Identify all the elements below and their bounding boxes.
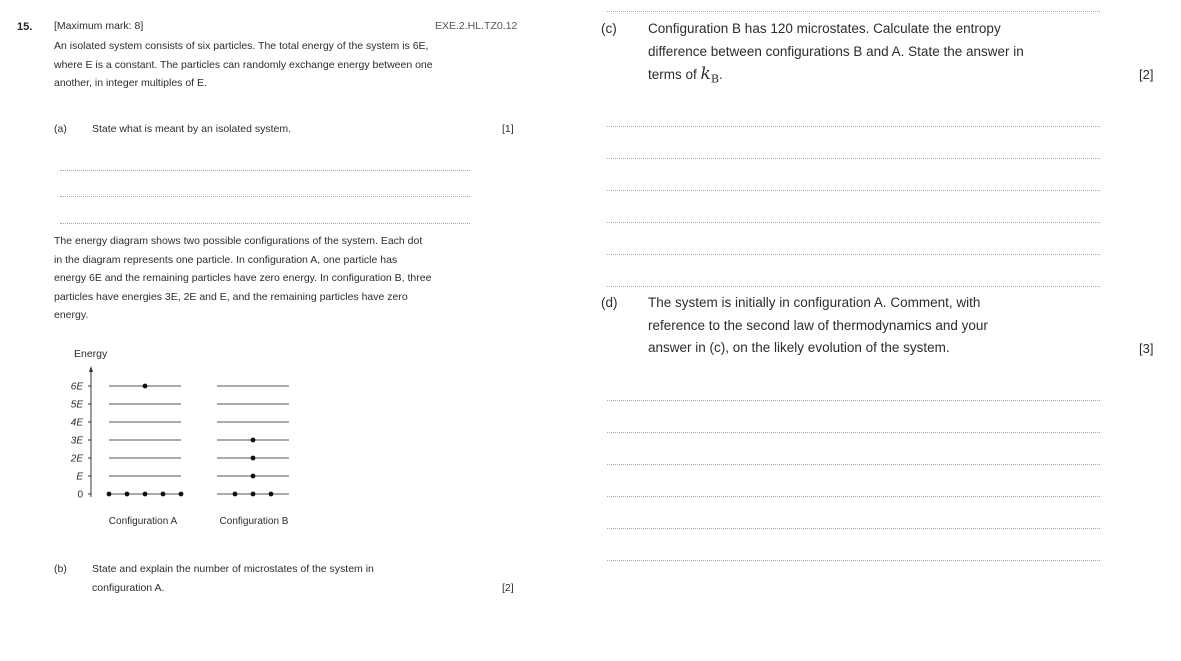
- level-label: 4E: [70, 417, 83, 429]
- answer-line[interactable]: [607, 496, 1100, 497]
- part-c-mark: [2]: [1139, 67, 1154, 82]
- particle-dot: [161, 492, 166, 497]
- part-d-line: The system is initially in configuration A. Comment, with: [648, 295, 981, 310]
- answer-line[interactable]: [607, 432, 1100, 433]
- part-c-line: terms of: [648, 67, 697, 82]
- answer-line[interactable]: [607, 11, 1100, 12]
- question-number: 15.: [17, 21, 33, 33]
- particle-dot: [143, 384, 148, 389]
- answer-line[interactable]: [607, 464, 1100, 465]
- part-b-line: configuration A.: [92, 581, 165, 594]
- particle-dot: [125, 492, 130, 497]
- particle-dot: [233, 492, 238, 497]
- particle-dot: [179, 492, 184, 497]
- description-line: The energy diagram shows two possible configurations of the system. Each dot: [54, 235, 423, 247]
- answer-line[interactable]: [607, 528, 1100, 529]
- level-label: 6E: [70, 381, 83, 393]
- answer-line[interactable]: [607, 254, 1100, 255]
- question-code: EXE.2.HL.TZ0.12: [435, 20, 518, 32]
- particle-dot: [251, 456, 256, 461]
- part-b-line: State and explain the number of microstates of the system in: [92, 563, 374, 575]
- particle-dot: [251, 474, 256, 479]
- answer-line[interactable]: [607, 126, 1100, 127]
- part-d-mark: [3]: [1139, 341, 1154, 356]
- max-mark: [Maximum mark: 8]: [54, 20, 144, 32]
- part-c-line-last: [648, 63, 1024, 91]
- description-line: energy 6E and the remaining particles have zero energy. In configuration B, three: [54, 272, 432, 284]
- particle-dot: [143, 492, 148, 497]
- intro-line: where E is a constant. The particles can randomly exchange energy between one: [54, 58, 433, 71]
- part-d-text: [648, 292, 988, 360]
- axis-arrow: [89, 366, 93, 372]
- part-c-line: Configuration B has 120 microstates. Calculate the entropy: [648, 21, 1001, 36]
- part-c-text: [648, 18, 1024, 91]
- part-d-line: reference to the second law of thermodynamics and your: [648, 317, 988, 333]
- answer-line[interactable]: [607, 222, 1100, 223]
- level-label: 3E: [70, 435, 83, 447]
- part-b-mark: [2]: [502, 582, 514, 594]
- intro-line: another, in integer multiples of E.: [54, 77, 207, 89]
- part-b-label: (b): [54, 563, 67, 575]
- boltzmann-subscript: B: [710, 72, 719, 86]
- level-label: 0: [77, 489, 83, 501]
- level-label: 5E: [70, 399, 83, 411]
- answer-line[interactable]: [607, 560, 1100, 561]
- particle-dot: [251, 492, 256, 497]
- part-d-line: answer in (c), on the likely evolution of the system.: [648, 340, 950, 355]
- level-label: 2E: [70, 453, 83, 465]
- description-line: particles have energies 3E, 2E and E, and the remaining particles have zero: [54, 290, 408, 303]
- description-line: energy.: [54, 309, 89, 321]
- description-line: in the diagram represents one particle. In configuration A, one particle has: [54, 253, 398, 266]
- part-b-text: [92, 560, 374, 597]
- answer-line[interactable]: [607, 190, 1100, 191]
- part-a-mark: [1]: [502, 123, 514, 135]
- particle-dot: [269, 492, 274, 497]
- part-c-period: .: [718, 67, 723, 82]
- part-a-text: State what is meant by an isolated system.: [92, 123, 292, 135]
- part-c-label: (c): [601, 21, 617, 36]
- energy-level-diagram: [0, 0, 330, 540]
- part-d-label: (d): [601, 295, 618, 310]
- answer-line[interactable]: [607, 158, 1100, 159]
- particle-dot: [251, 438, 256, 443]
- answer-line[interactable]: [607, 400, 1100, 401]
- answer-line[interactable]: [607, 286, 1100, 287]
- energy-axis-label: Energy: [74, 348, 108, 360]
- configuration-a-label: Configuration A: [108, 516, 178, 527]
- part-c-line: difference between configurations B and A. State the answer in: [648, 43, 1024, 59]
- configuration-b-label: Configuration B: [219, 516, 289, 527]
- part-a-label: (a): [54, 123, 67, 135]
- particle-dot: [107, 492, 112, 497]
- level-label: E: [76, 471, 83, 483]
- boltzmann-symbol: k: [700, 64, 711, 84]
- intro-line: An isolated system consists of six particles. The total energy of the system is 6E,: [54, 40, 429, 52]
